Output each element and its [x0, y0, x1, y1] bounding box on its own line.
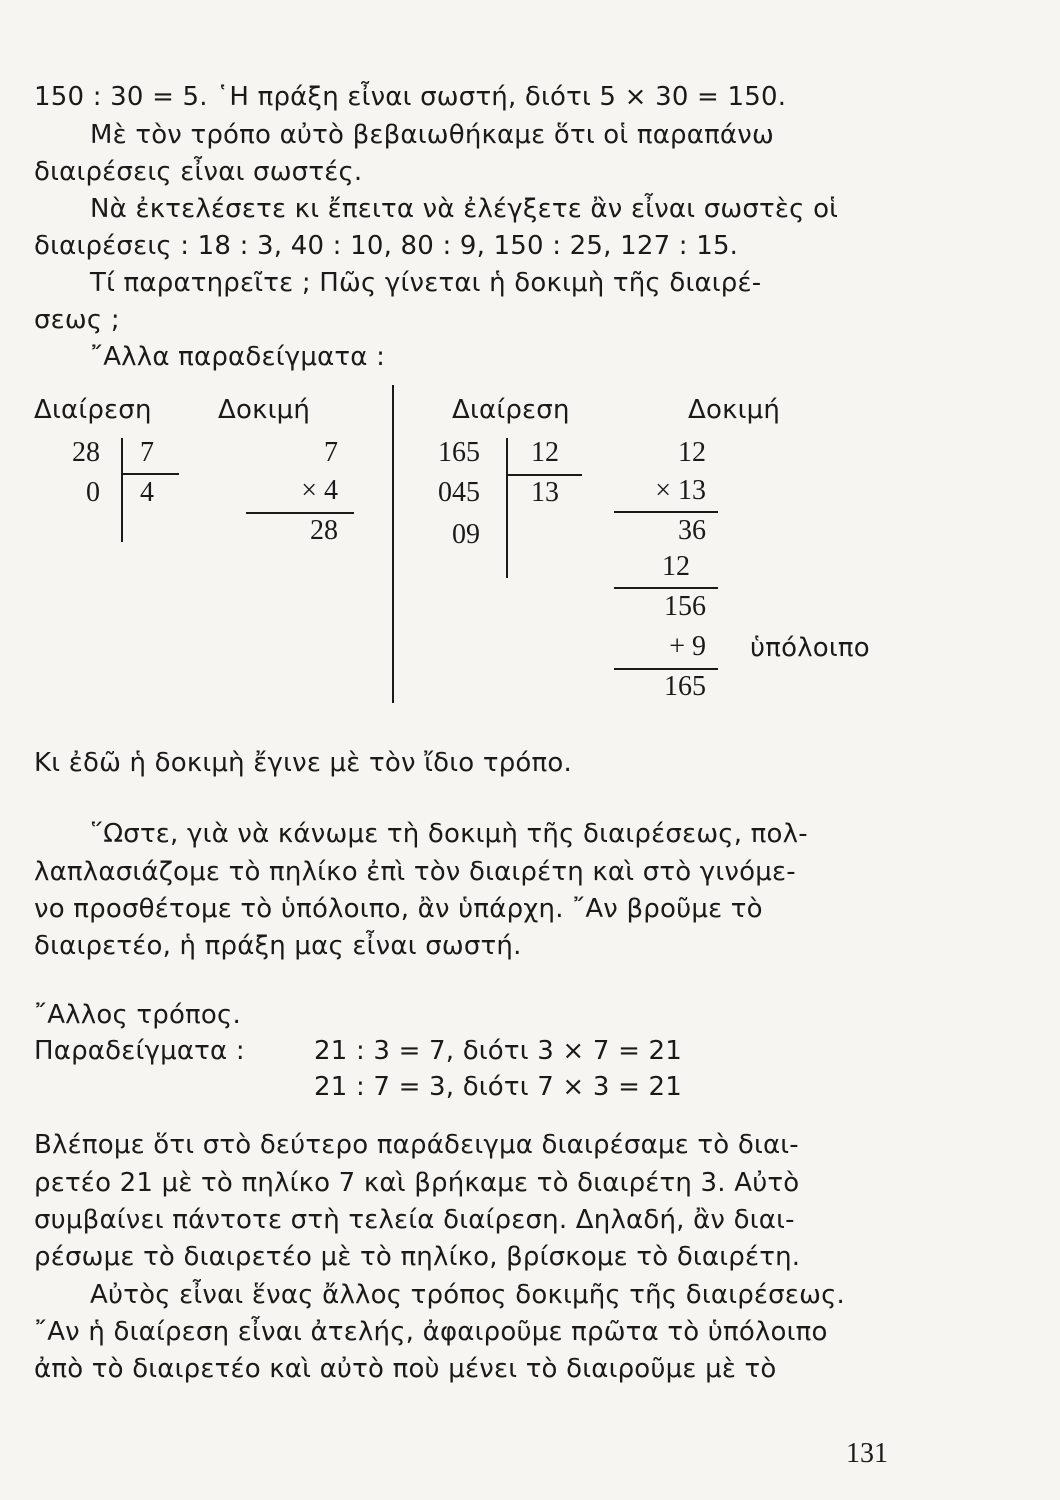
sum-line	[614, 587, 718, 589]
text-line: διαιρετέο, ἡ πράξη μας εἶναι σωστή.	[34, 931, 522, 961]
test-line: 12	[662, 551, 690, 582]
text-line: ρέσωμε τὸ διαιρετέο μὲ τὸ πηλίκο, βρίσκομε τὸ διαιρέτη.	[34, 1242, 801, 1272]
text-line: ῞Ωστε, γιὰ νὰ κάνωμε τὴ δοκιμὴ τῆς διαιρέσεως, πολ-	[90, 819, 808, 849]
test-line: 36	[678, 515, 706, 546]
test-line: 165	[664, 671, 706, 702]
text-line: Τί παρατηρεῖτε ; Πῶς γίνεται ἡ δοκιμὴ τῆς διαιρέ-	[90, 268, 762, 298]
divisor: 12	[531, 437, 559, 468]
text-line: ῎Αλλα παραδείγματα :	[90, 342, 386, 372]
step: 045	[438, 477, 480, 508]
text-line: ἀπὸ τὸ διαιρετέο καὶ αὐτὸ ποὺ μένει τὸ διαιροῦμε μὲ τὸ	[34, 1354, 777, 1384]
division-bracket	[121, 438, 123, 542]
dividend: 28	[72, 437, 100, 468]
text-line: σεως ;	[34, 305, 120, 335]
dividend: 165	[438, 437, 480, 468]
step: 09	[452, 519, 480, 550]
division-bracket	[506, 474, 582, 476]
column-divider	[392, 385, 394, 703]
text-line: διαιρέσεις εἶναι σωστές.	[34, 157, 363, 187]
text-line: νο προσθέτομε τὸ ὑπόλοιπο, ἂν ὑπάρχη. ῎Αν βροῦμε τὸ	[34, 894, 763, 924]
quotient: 4	[140, 477, 154, 508]
test-line: 28	[310, 515, 338, 546]
text-line: συμβαίνει πάντοτε στὴ τελεία διαίρεση. Δηλαδή, ἂν διαι-	[34, 1205, 795, 1235]
test-line: + 9	[669, 631, 706, 662]
text-line: Κι ἐδῶ ἡ δοκιμὴ ἔγινε μὲ τὸν ἴδιο τρόπο.	[34, 748, 572, 778]
text-line: ῎Αλλος τρόπος.	[34, 1000, 241, 1030]
header-division-left: Διαίρεση	[34, 395, 152, 425]
text-line: ρετέο 21 μὲ τὸ πηλίκο 7 καὶ βρήκαμε τὸ διαιρέτη 3. Αὐτὸ	[34, 1168, 800, 1198]
division-bracket	[121, 473, 179, 475]
text-line: διαιρέσεις : 18 : 3, 40 : 10, 80 : 9, 150 : 25, 127 : 15.	[34, 231, 739, 261]
test-line: 7	[324, 437, 338, 468]
text-line: Μὲ τὸν τρόπο αὐτὸ βεβαιωθήκαμε ὅτι οἱ παραπάνω	[90, 120, 774, 150]
text-line: Παραδείγματα :	[34, 1036, 245, 1066]
header-test-left: Δοκιμή	[218, 395, 311, 425]
test-line: × 13	[655, 475, 706, 506]
remainder: 0	[86, 477, 100, 508]
equation: 21 : 3 = 7, διότι 3 × 7 = 21	[314, 1036, 683, 1066]
text-line: ῎Αν ἡ διαίρεση εἶναι ἀτελής, ἀφαιροῦμε πρῶτα τὸ ὑπόλοιπο	[34, 1317, 828, 1347]
text-line: 150 : 30 = 5. ῾Η πράξη εἶναι σωστή, διότι 5 × 30 = 150.	[34, 82, 787, 112]
text-line: Αὐτὸς εἶναι ἕνας ἄλλος τρόπος δοκιμῆς τῆς διαιρέσεως.	[90, 1280, 845, 1310]
text-line: Νὰ ἐκτελέσετε κι ἔπειτα νὰ ἐλέγξετε ἂν εἶναι σωστὲς οἱ	[90, 194, 839, 224]
divisor: 7	[140, 437, 154, 468]
page-number: 131	[846, 1438, 888, 1469]
header-test-right: Δοκιμή	[688, 395, 781, 425]
division-bracket	[506, 438, 508, 578]
remainder-label: ὑπόλοιπο	[750, 633, 870, 663]
test-line: 12	[678, 437, 706, 468]
text-line: Βλέπομε ὅτι στὸ δεύτερο παράδειγμα διαιρέσαμε τὸ διαι-	[34, 1130, 799, 1160]
sum-line	[614, 511, 718, 513]
test-line: × 4	[301, 475, 338, 506]
test-line: 156	[664, 591, 706, 622]
quotient: 13	[531, 477, 559, 508]
text-line: λαπλασιάζομε τὸ πηλίκο ἐπὶ τὸν διαιρέτη καὶ στὸ γινόμε-	[34, 857, 796, 887]
header-division-right: Διαίρεση	[452, 395, 570, 425]
equation: 21 : 7 = 3, διότι 7 × 3 = 21	[314, 1072, 683, 1102]
